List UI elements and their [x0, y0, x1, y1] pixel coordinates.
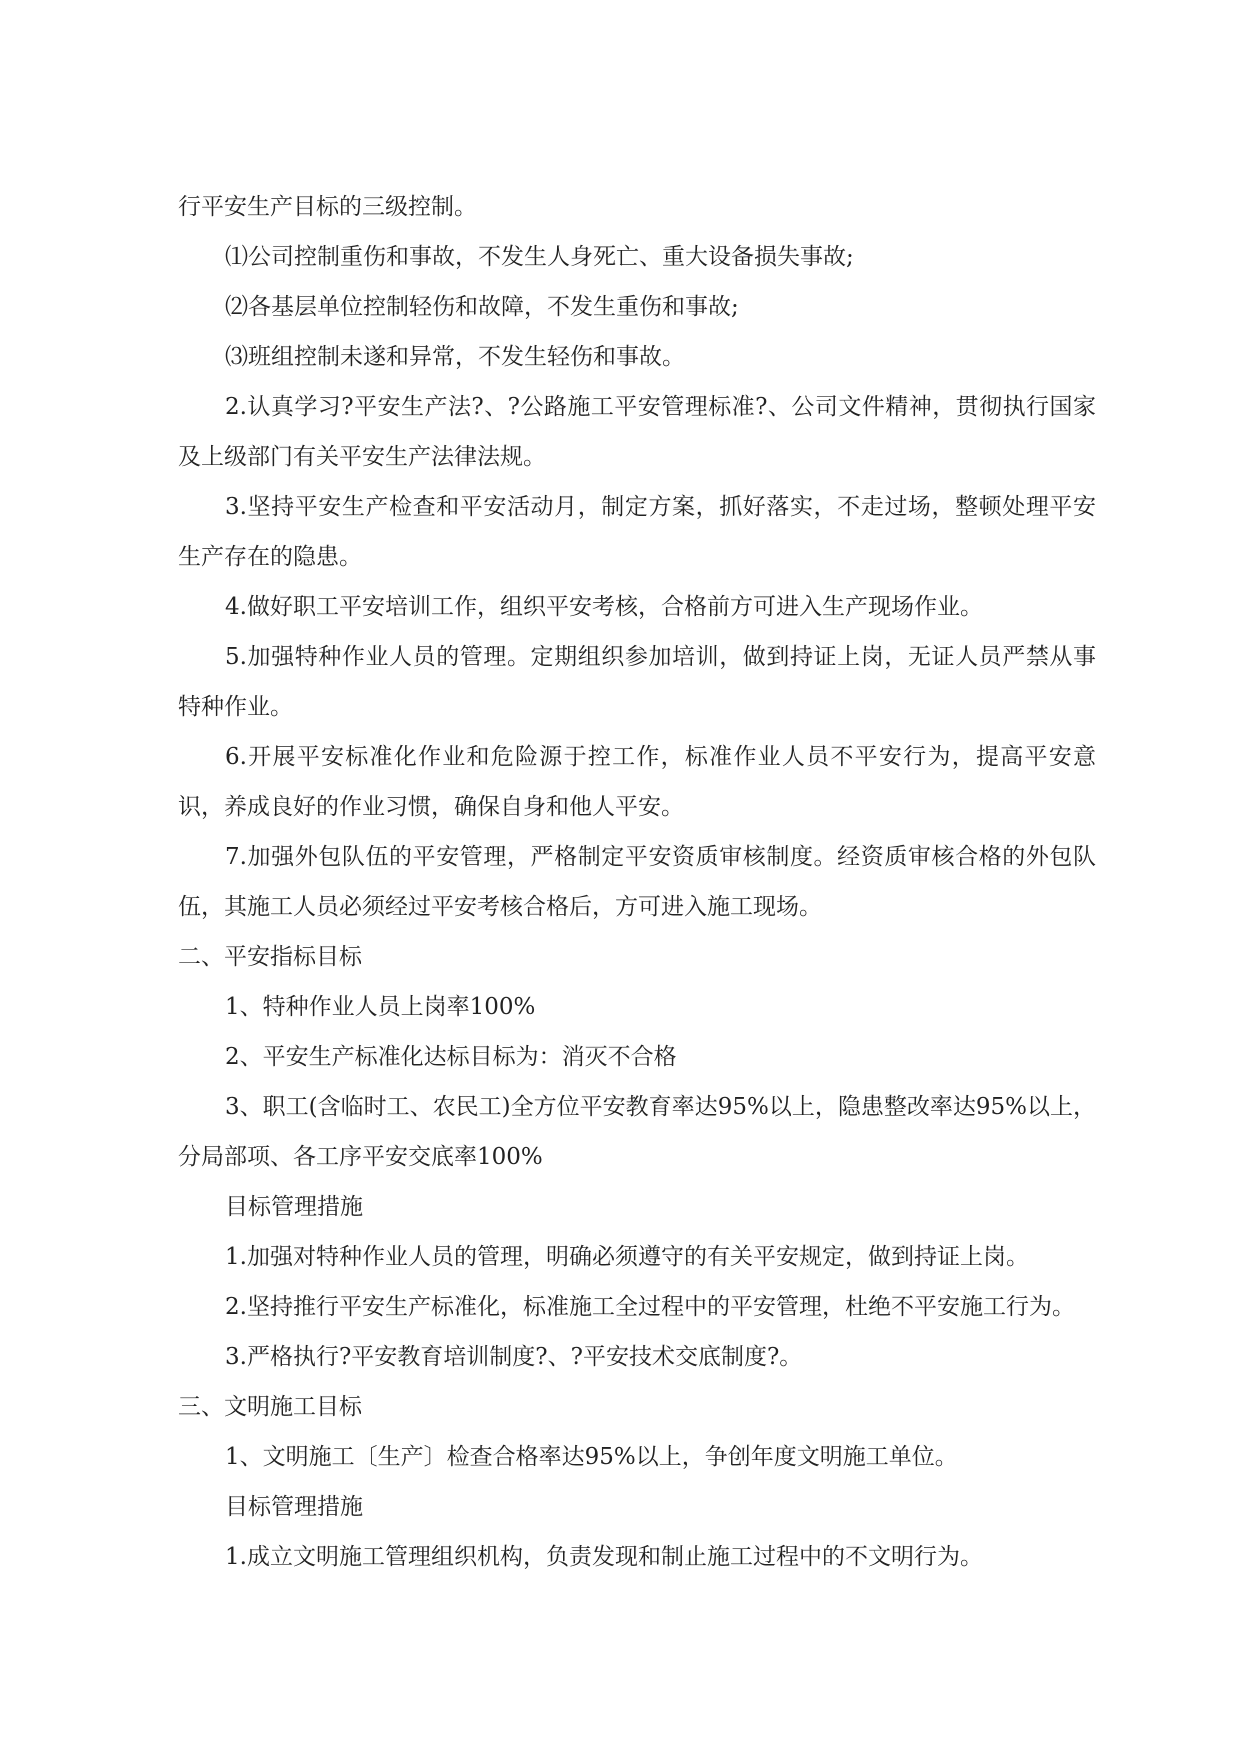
paragraph-item-7: 7.加强外包队伍的平安管理，严格制定平安资质审核制度。经资质审核合格的外包队伍，其施工人员必须经过平安考核合格后，方可进入施工现场。 [178, 844, 1096, 920]
paragraph-target-3: 3、职工(含临时工、农民工)全方位平安教育率达95%以上，隐患整改率达95%以上，分局部项、各工序平安交底率100% [178, 1094, 1096, 1170]
paragraph-item-6: 6.开展平安标准化作业和危险源于控工作，标准作业人员不平安行为，提高平安意识，养成良好的作业习惯，确保自身和他人平安。 [178, 744, 1096, 820]
paragraph-item-2: 2.认真学习?平安生产法?、?公路施工平安管理标准?、公司文件精神，贯彻执行国家及上级部门有关平安生产法律法规。 [178, 394, 1096, 470]
paragraph-control-intro: 行平安生产目标的三级控制。 [178, 194, 477, 220]
paragraph-item-3: 3.坚持平安生产检查和平安活动月，制定方案，抓好落实，不走过场，整顿处理平安生产存在的隐患。 [178, 494, 1096, 570]
paragraph-target-2: 2、平安生产标准化达标目标为：消灭不合格 [225, 1044, 677, 1070]
subheading-management-measures: 目标管理措施 [225, 1194, 363, 1220]
paragraph-target-1: 1、特种作业人员上岗率100% [225, 994, 536, 1020]
paragraph-item-4: 4.做好职工平安培训工作，组织平安考核，合格前方可进入生产现场作业。 [225, 594, 983, 620]
paragraph-team-control: ⑶班组控制未遂和异常，不发生轻伤和事故。 [225, 344, 685, 370]
subheading-management-measures-2: 目标管理措施 [225, 1494, 363, 1520]
section-heading-civilized-construction: 三、文明施工目标 [178, 1394, 362, 1420]
paragraph-measure-3: 3.严格执行?平安教育培训制度?、?平安技术交底制度?。 [225, 1344, 803, 1370]
paragraph-item-5: 5.加强特种作业人员的管理。定期组织参加培训，做到持证上岗，无证人员严禁从事特种作业。 [178, 644, 1096, 720]
paragraph-civilized-target-1: 1、文明施工〔生产〕检查合格率达95%以上，争创年度文明施工单位。 [225, 1444, 958, 1470]
paragraph-unit-control: ⑵各基层单位控制轻伤和故障，不发生重伤和事故; [225, 294, 739, 320]
paragraph-company-control: ⑴公司控制重伤和事故，不发生人身死亡、重大设备损失事故; [225, 244, 854, 270]
section-heading-safety-targets: 二、平安指标目标 [178, 944, 362, 970]
paragraph-civilized-measure-1: 1.成立文明施工管理组织机构，负责发现和制止施工过程中的不文明行为。 [225, 1544, 983, 1570]
paragraph-measure-1: 1.加强对特种作业人员的管理，明确必须遵守的有关平安规定，做到持证上岗。 [225, 1244, 1029, 1270]
document-body [178, 182, 1096, 1582]
paragraph-measure-2: 2.坚持推行平安生产标准化，标准施工全过程中的平安管理，杜绝不平安施工行为。 [225, 1294, 1075, 1320]
